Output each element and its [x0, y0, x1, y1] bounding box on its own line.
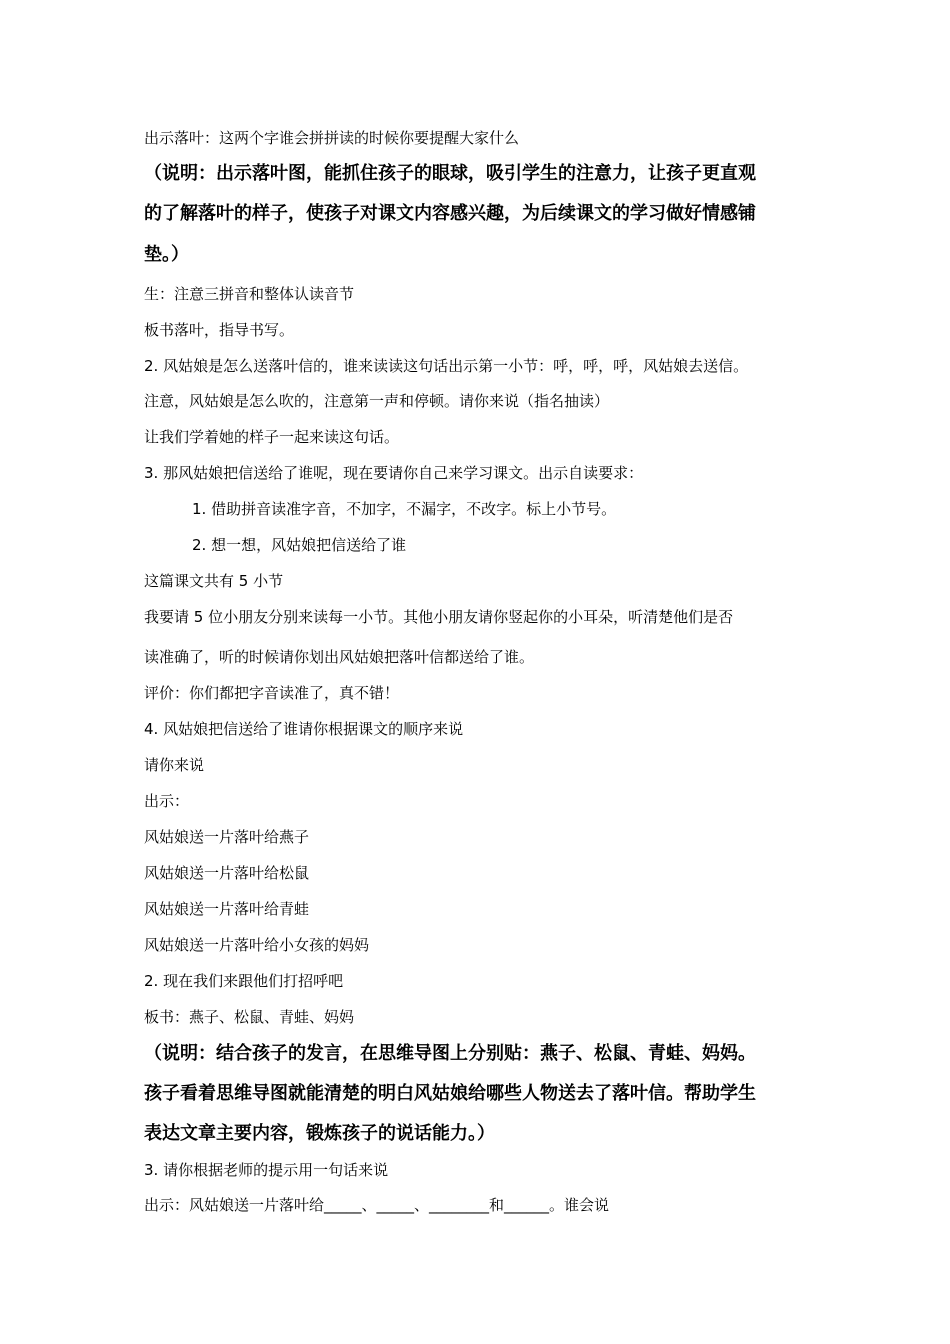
text-line: 2. 风姑娘是怎么送落叶信的，谁来读读这句话出示第一小节：呼，呼，呼，风姑娘去送信。 — [144, 357, 749, 375]
text-line: 读准确了，听的时候请你划出风姑娘把落叶信都送给了谁。 — [144, 648, 535, 666]
text-line: 风姑娘送一片落叶给松鼠 — [144, 864, 310, 882]
text-line: 这篇课文共有 5 小节 — [144, 572, 284, 590]
text-line: 3. 那风姑娘把信送给了谁呢，现在要请你自己来学习课文。出示自读要求： — [144, 464, 644, 482]
text-line: 风姑娘送一片落叶给燕子 — [144, 828, 310, 846]
text-line: 出示落叶：这两个字谁会拼拼读的时候你要提醒大家什么 — [144, 129, 520, 147]
requirement-item: 2. 想一想，风姑娘把信送给了谁 — [192, 536, 407, 554]
text-line: 板书落叶，指导书写。 — [144, 321, 295, 339]
text-line: 板书：燕子、松鼠、青蛙、妈妈 — [144, 1008, 355, 1026]
requirement-item: 1. 借助拼音读准字音，不加字，不漏字，不改字。标上小节号。 — [192, 500, 617, 518]
text-line: 风姑娘送一片落叶给小女孩的妈妈 — [144, 936, 370, 954]
text-line: 3. 请你根据老师的提示用一句话来说 — [144, 1161, 389, 1179]
text-line: 出示： — [144, 792, 190, 810]
text-line: 让我们学着她的样子一起来读这句话。 — [144, 428, 400, 446]
note-line: （说明：出示落叶图，能抓住孩子的眼球，吸引学生的注意力，让孩子更直观 — [144, 163, 756, 184]
note-line: 表达文章主要内容，锻炼孩子的说话能力。） — [144, 1123, 495, 1144]
note-line: 的了解落叶的样子，使孩子对课文内容感兴趣，为后续课文的学习做好情感铺 — [144, 203, 756, 224]
text-line: 4. 风姑娘把信送给了谁请你根据课文的顺序来说 — [144, 720, 464, 738]
text-line: 评价：你们都把字音读准了，真不错！ — [144, 684, 400, 702]
text-line: 注意，风姑娘是怎么吹的，注意第一声和停顿。请你来说（指名抽读） — [144, 392, 610, 410]
text-line: 风姑娘送一片落叶给青蛙 — [144, 900, 310, 918]
text-line: 请你来说 — [144, 756, 205, 774]
text-line: 2. 现在我们来跟他们打招呼吧 — [144, 972, 344, 990]
text-line: 生：注意三拼音和整体认读音节 — [144, 285, 355, 303]
text-line: 出示：风姑娘送一片落叶给_____、_____、________和______。谁会说 — [144, 1196, 610, 1214]
note-line: （说明：结合孩子的发言，在思维导图上分别贴：燕子、松鼠、青蛙、妈妈。 — [144, 1043, 756, 1064]
text-line: 我要请 5 位小朋友分别来读每一小节。其他小朋友请你竖起你的小耳朵，听清楚他们是否 — [144, 608, 734, 626]
note-line: 孩子看着思维导图就能清楚的明白风姑娘给哪些人物送去了落叶信。帮助学生 — [144, 1083, 756, 1104]
note-line: 垫。） — [144, 244, 189, 265]
